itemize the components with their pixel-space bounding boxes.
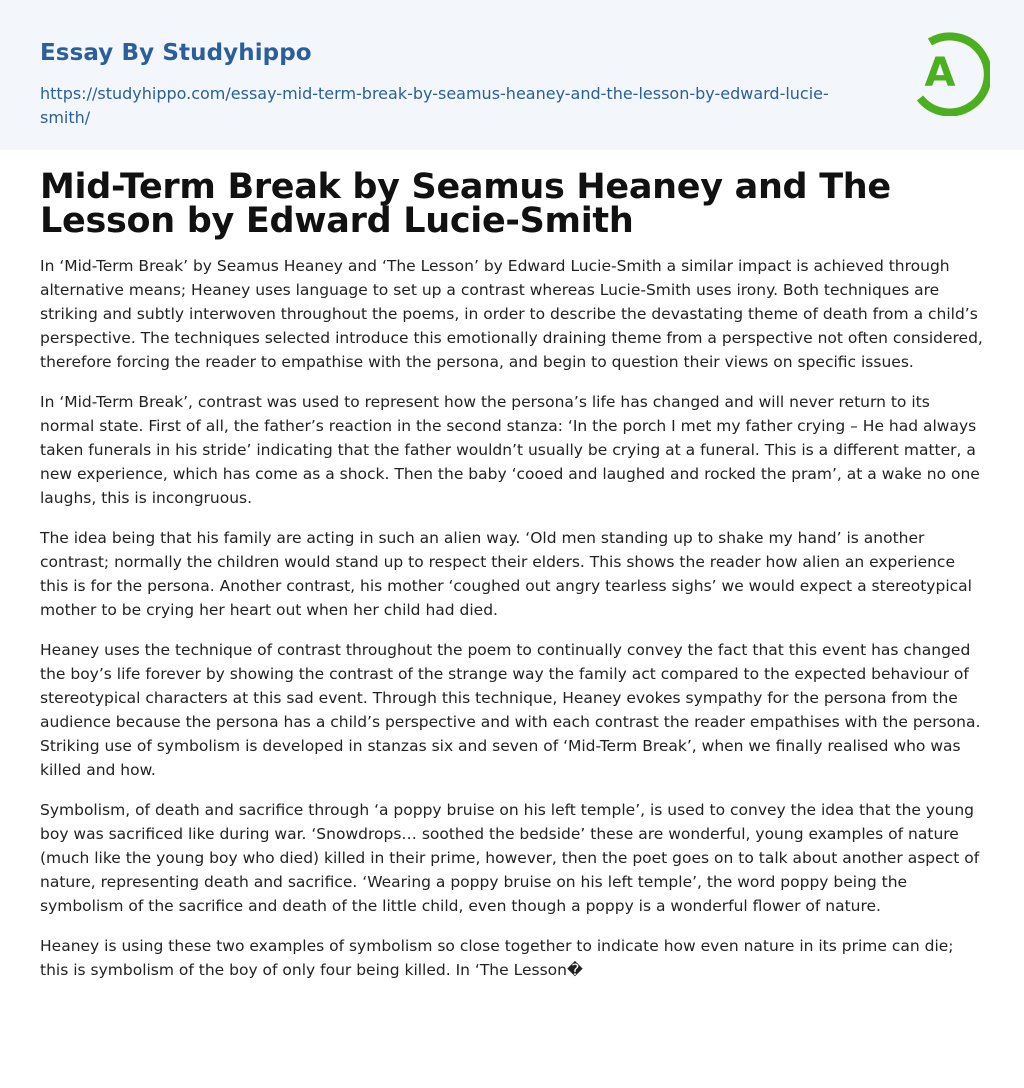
- studyhippo-logo[interactable]: [908, 28, 990, 116]
- site-header: [0, 0, 1024, 150]
- essay-url-link[interactable]: https://studyhippo.com/essay-mid-term-break-by-seamus-heaney-and-the-lesson-by-edward-lucie-smith/: [40, 84, 829, 127]
- article-paragraph: Heaney is using these two examples of symbolism so close together to indicate how even nature in its prime can die; this is symbolism of the boy of only four being killed. In ‘The Lesson�: [40, 937, 954, 979]
- article-paragraph: The idea being that his family are acting in such an alien way. ‘Old men standing up to shake my hand’ is another contrast; normally the children would stand up to respect their elders. This shows the reader how alien an experience this is for the persona. Another contrast, his mother ‘coughed out angry tearless sighs’ we would expect a stereotypical mother to be crying her heart out when her child had died.: [40, 529, 972, 619]
- article-paragraph: In ‘Mid-Term Break’, contrast was used to represent how the persona’s life has changed and will never return to its normal state. First of all, the father’s reaction in the second stanza: ‘In the porch I met my father crying – He had always taken funerals in his stride’ indicating that the father wouldn’t usually be crying at a funeral. This is a different matter, a new experience, which has come as a shock. Then the baby ‘cooed and laughed and rocked the pram’, at a wake no one laughs, this is incongruous.: [40, 393, 980, 507]
- logo-icon: [908, 28, 990, 116]
- article-paragraph: In ‘Mid-Term Break’ by Seamus Heaney and ‘The Lesson’ by Edward Lucie-Smith a similar impact is achieved through alternative means; Heaney uses language to set up a contrast whereas Lucie-Smith uses irony. Both techniques are striking and subtly interwoven throughout the poems, in order to describe the devastating theme of death from a child’s perspective. The techniques selected introduce this emotionally draining theme from a perspective not often considered, therefore forcing the reader to empathise with the persona, and begin to question their views on specific issues.: [40, 257, 983, 371]
- article-title: Mid-Term Break by Seamus Heaney and The Lesson by Edward Lucie-Smith: [40, 167, 891, 241]
- site-brand[interactable]: Essay By Studyhippo: [40, 40, 312, 66]
- article: [40, 167, 984, 982]
- article-paragraph: Heaney uses the technique of contrast throughout the poem to continually convey the fact that this event has changed the boy’s life forever by showing the contrast of the strange way the family act compared to the expected behaviour of stereotypical characters at this sad event. Through this technique, Heaney evokes sympathy for the persona from the audience because the persona has a child’s perspective and with each contrast the reader empathises with the persona. Striking use of symbolism is developed in stanzas six and seven of ‘Mid-Term Break’, when we finally realised who was killed and how.: [40, 641, 981, 779]
- article-paragraph: Symbolism, of death and sacrifice through ‘a poppy bruise on his left temple’, is used to convey the idea that the young boy was sacrificed like during war. ‘Snowdrops… soothed the bedside’ these are wonderful, young examples of nature (much like the young boy who died) killed in their prime, however, then the poet goes on to talk about another aspect of nature, representing death and sacrifice. ‘Wearing a poppy bruise on his left temple’, the word poppy being the symbolism of the sacrifice and death of the little child, even though a poppy is a wonderful flower of nature.: [40, 801, 980, 915]
- logo-letter: A: [924, 50, 956, 96]
